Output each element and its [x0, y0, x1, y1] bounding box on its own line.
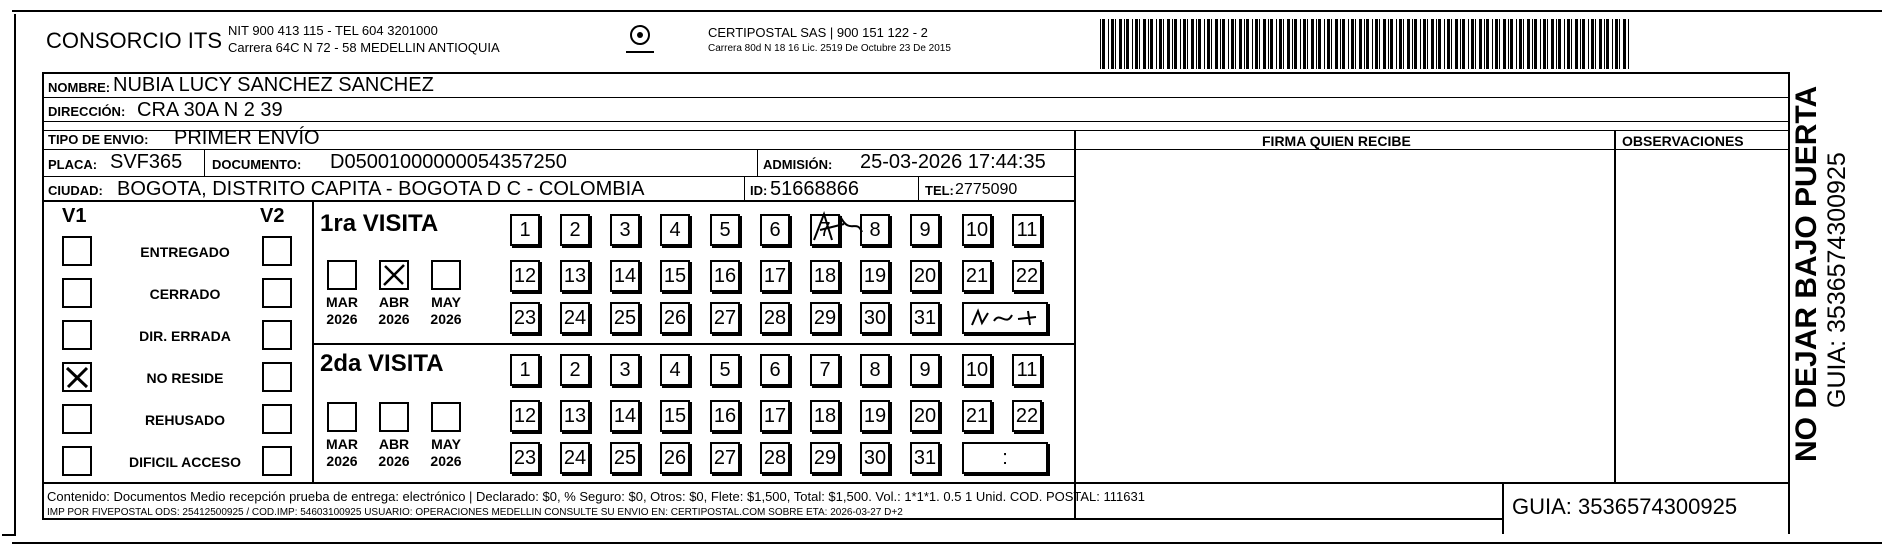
v2-checkbox-cerrado[interactable]: [262, 278, 292, 308]
name-label: NOMBRE:: [48, 80, 111, 95]
second-visit-month-abr[interactable]: [379, 402, 409, 432]
footer-guide: GUIA: 3536574300925: [1512, 494, 1738, 519]
second-visit-day-28[interactable]: 28: [760, 442, 790, 474]
first-visit-month-label: [426, 294, 466, 328]
second-visit-day-26[interactable]: 26: [660, 442, 690, 474]
status-label-dir-errada: DIR. ERRADA: [139, 328, 231, 344]
first-visit-month-mar[interactable]: [327, 260, 357, 290]
document-value: D05001000000054357250: [330, 151, 567, 173]
time-scribble-icon: [966, 305, 1046, 331]
v1-checkbox-no-reside[interactable]: [62, 362, 92, 392]
second-visit-day-30[interactable]: 30: [860, 442, 890, 474]
first-visit-month-abr[interactable]: [379, 260, 409, 290]
v2-checkbox-dificil-acceso[interactable]: [262, 446, 292, 476]
second-visit-title: 2da VISITA: [320, 350, 444, 377]
first-visit-day-31[interactable]: 31: [910, 302, 940, 334]
second-visit-day-12[interactable]: 12: [510, 400, 540, 432]
carrier-name: CERTIPOSTAL SAS | 900 151 122 - 2: [708, 25, 928, 40]
v1-checkbox-dificil-acceso[interactable]: [62, 446, 92, 476]
month-year: 2026: [430, 311, 462, 327]
second-visit-day-11[interactable]: 11: [1012, 354, 1042, 386]
first-visit-day-21[interactable]: 21: [962, 260, 992, 292]
first-visit-day-11[interactable]: 11: [1012, 214, 1042, 246]
second-visit-day-20[interactable]: 20: [910, 400, 940, 432]
v1-checkbox-dir-errada[interactable]: [62, 320, 92, 350]
v1-label: V1: [62, 205, 87, 227]
first-visit-day-8[interactable]: 8: [860, 214, 890, 246]
month-year: 2026: [378, 311, 410, 327]
barcode: [1100, 19, 1638, 69]
first-visit-day-6[interactable]: 6: [760, 214, 790, 246]
v1-checkbox-rehusado[interactable]: [62, 404, 92, 434]
v1-checkbox-entregado[interactable]: [62, 236, 92, 266]
footer-print-info: IMP POR FIVEPOSTAL ODS: 25412500925 / COD.IMP: 54603100925 USUARIO: OPERACIONES MEDELLIN CONSULTE SU ENVIO EN: CERTIPOSTAL.COM SOBRE ETA: 2026-03-27 D+2: [47, 507, 903, 518]
company-address: Carrera 64C N 72 - 58 MEDELLIN ANTIOQUIA: [228, 40, 500, 55]
second-visit-day-7[interactable]: 7: [810, 354, 840, 386]
side-guide: GUIA: 3536574300925: [1823, 152, 1851, 408]
shipment-type: PRIMER ENVÍO: [174, 127, 320, 149]
day-number: 7: [819, 219, 831, 241]
second-visit-day-27[interactable]: 27: [710, 442, 740, 474]
status-label-dificil-acceso: DIFICIL ACCESO: [128, 454, 241, 470]
first-visit-day-5[interactable]: 5: [710, 214, 740, 246]
first-visit-day-26[interactable]: 26: [660, 302, 690, 334]
first-visit-day-17[interactable]: 17: [760, 260, 790, 292]
month-name: ABR: [378, 436, 410, 452]
second-visit-day-17[interactable]: 17: [760, 400, 790, 432]
second-visit-day-18[interactable]: 18: [810, 400, 840, 432]
second-visit-time[interactable]: :: [962, 442, 1048, 474]
footer-contents: Contenido: Documentos Medio recepción prueba de entrega: electrónico | Declarado: $0, % Seguro: $0, Otros: $0, Flete: $1,500, Total: $1,500. Vol.: 1*1*1. 0.5 1 Unid. COD. POSTAL: 111631: [47, 489, 1145, 504]
first-visit-day-15[interactable]: 15: [660, 260, 690, 292]
second-visit-day-23[interactable]: 23: [510, 442, 540, 474]
certipostal-logo: [620, 22, 660, 62]
second-visit-day-2[interactable]: 2: [560, 354, 590, 386]
document-label: DOCUMENTO:: [212, 157, 302, 172]
first-visit-day-23[interactable]: 23: [510, 302, 540, 334]
city-value: BOGOTA, DISTRITO CAPITA - BOGOTA D C - COLOMBIA: [117, 178, 645, 200]
tel-label: TEL:: [925, 183, 954, 198]
first-visit-day-12[interactable]: 12: [510, 260, 540, 292]
check-x-icon: [64, 364, 90, 390]
second-visit-day-25[interactable]: 25: [610, 442, 640, 474]
first-visit-day-29[interactable]: 29: [810, 302, 840, 334]
second-visit-day-9[interactable]: 9: [910, 354, 940, 386]
first-visit-day-14[interactable]: 14: [610, 260, 640, 292]
city-label: CIUDAD:: [48, 183, 103, 198]
side-warning: NO DEJAR BAJO PUERTA: [1790, 85, 1823, 462]
first-visit-month-may[interactable]: [431, 260, 461, 290]
plate-label: PLACA:: [48, 157, 98, 172]
second-visit-day-24[interactable]: 24: [560, 442, 590, 474]
first-visit-day-30[interactable]: 30: [860, 302, 890, 334]
first-visit-day-7[interactable]: [810, 214, 840, 246]
admission-value: 25-03-2026 17:44:35: [860, 151, 1046, 173]
first-visit-month-label: [374, 294, 414, 328]
v2-label: V2: [260, 205, 285, 227]
company-nit: NIT 900 413 115 - TEL 604 3201000: [228, 23, 438, 38]
first-visit-day-10[interactable]: 10: [962, 214, 992, 246]
month-year: 2026: [326, 311, 358, 327]
type-label: TIPO DE ENVIO:: [48, 132, 149, 147]
status-label-entregado: ENTREGADO: [140, 244, 230, 260]
month-year: 2026: [326, 453, 358, 469]
second-visit-day-19[interactable]: 19: [860, 400, 890, 432]
second-visit-month-label: [426, 436, 466, 470]
first-visit-day-2[interactable]: 2: [560, 214, 590, 246]
id-value: 51668866: [770, 178, 859, 200]
barcode-graphic: [1100, 19, 1638, 69]
first-visit-day-28[interactable]: 28: [760, 302, 790, 334]
status-label-rehusado: REHUSADO: [144, 412, 226, 428]
second-visit-day-16[interactable]: 16: [710, 400, 740, 432]
logo-icon: [620, 22, 660, 62]
signature-header: FIRMA QUIEN RECIBE: [1262, 133, 1411, 149]
admission-label: ADMISIÓN:: [763, 157, 833, 172]
month-name: ABR: [378, 294, 410, 310]
first-visit-day-18[interactable]: 18: [810, 260, 840, 292]
v2-checkbox-entregado[interactable]: [262, 236, 292, 266]
plate-value: SVF365: [110, 151, 183, 173]
second-visit-month-mar[interactable]: [327, 402, 357, 432]
check-x-icon: [381, 262, 407, 288]
first-visit-day-1[interactable]: 1: [510, 214, 540, 246]
second-visit-day-1[interactable]: 1: [510, 354, 540, 386]
observations-header: OBSERVACIONES: [1622, 133, 1744, 149]
carrier-address: Carrera 80d N 18 16 Lic. 2519 De Octubre 23 De 2015: [708, 43, 951, 54]
second-visit-day-14[interactable]: 14: [610, 400, 640, 432]
v2-checkbox-rehusado[interactable]: [262, 404, 292, 434]
first-visit-day-24[interactable]: 24: [560, 302, 590, 334]
v1-checkbox-cerrado[interactable]: [62, 278, 92, 308]
second-visit-day-22[interactable]: 22: [1012, 400, 1042, 432]
id-label: ID:: [750, 183, 768, 198]
first-visit-day-19[interactable]: 19: [860, 260, 890, 292]
v2-checkbox-dir-errada[interactable]: [262, 320, 292, 350]
first-visit-month-label: [322, 294, 362, 328]
first-visit-day-27[interactable]: 27: [710, 302, 740, 334]
month-name: MAY: [431, 294, 461, 310]
second-visit-day-10[interactable]: 10: [962, 354, 992, 386]
company-name: CONSORCIO ITS: [46, 28, 223, 53]
first-visit-day-20[interactable]: 20: [910, 260, 940, 292]
first-visit-day-25[interactable]: 25: [610, 302, 640, 334]
first-visit-time[interactable]: [962, 302, 1048, 334]
first-visit-day-13[interactable]: 13: [560, 260, 590, 292]
status-label-no-reside: NO RESIDE: [146, 370, 224, 386]
second-visit-day-13[interactable]: 13: [560, 400, 590, 432]
second-visit-day-29[interactable]: 29: [810, 442, 840, 474]
month-name: MAY: [431, 436, 461, 452]
second-visit-day-6[interactable]: 6: [760, 354, 790, 386]
v2-checkbox-no-reside[interactable]: [262, 362, 292, 392]
second-visit-month-may[interactable]: [431, 402, 461, 432]
second-visit-day-21[interactable]: 21: [962, 400, 992, 432]
month-year: 2026: [378, 453, 410, 469]
address-label: DIRECCIÓN:: [48, 104, 126, 119]
second-visit-day-8[interactable]: 8: [860, 354, 890, 386]
first-visit-day-16[interactable]: 16: [710, 260, 740, 292]
month-name: MAR: [326, 294, 358, 310]
month-name: MAR: [326, 436, 358, 452]
first-visit-day-9[interactable]: 9: [910, 214, 940, 246]
second-visit-day-15[interactable]: 15: [660, 400, 690, 432]
first-visit-day-22[interactable]: 22: [1012, 260, 1042, 292]
recipient-name: NUBIA LUCY SANCHEZ SANCHEZ: [113, 74, 434, 96]
first-visit-title: 1ra VISITA: [320, 210, 439, 237]
second-visit-day-3[interactable]: 3: [610, 354, 640, 386]
status-label-cerrado: CERRADO: [149, 286, 221, 302]
second-visit-month-label: [374, 436, 414, 470]
second-visit-day-5[interactable]: 5: [710, 354, 740, 386]
tel-value: 2775090: [955, 181, 1018, 198]
second-visit-month-label: [322, 436, 362, 470]
recipient-address: CRA 30A N 2 39: [137, 99, 283, 121]
first-visit-day-4[interactable]: 4: [660, 214, 690, 246]
second-visit-day-31[interactable]: 31: [910, 442, 940, 474]
first-visit-day-3[interactable]: 3: [610, 214, 640, 246]
second-visit-day-4[interactable]: 4: [660, 354, 690, 386]
month-year: 2026: [430, 453, 462, 469]
